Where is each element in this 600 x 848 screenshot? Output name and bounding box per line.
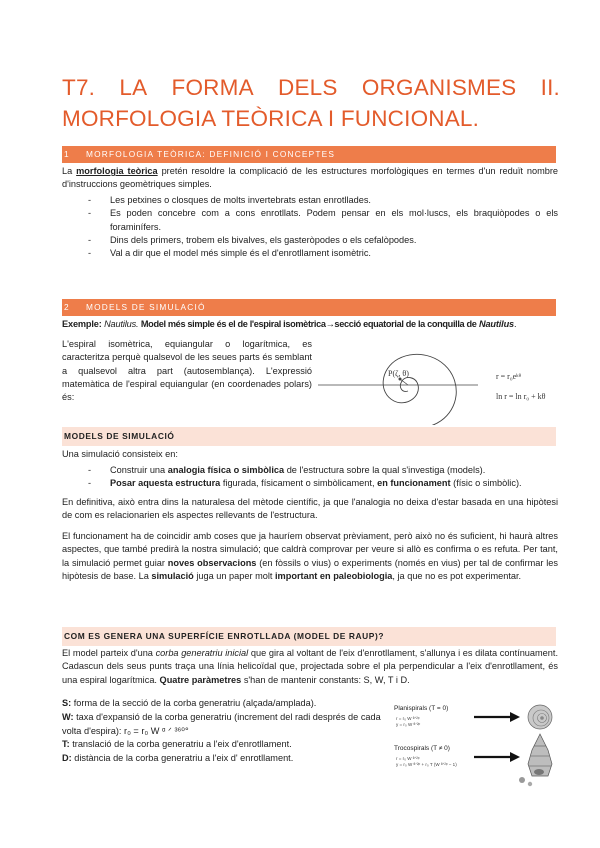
trocospirals-formula-2: y = r₀ W ᶿᐟ²ᵖ + r₀ T (W ᶿᐟ²ᵖ − 1) bbox=[396, 762, 457, 767]
section-2-header bbox=[62, 299, 556, 316]
list-item: - Dins dels primers, trobem els bivalves, els gasteròpodes o els cefalòpodes. bbox=[88, 235, 417, 246]
text-run: Nautilus. bbox=[104, 319, 139, 329]
text-run: Exemple: bbox=[62, 319, 102, 329]
text-run: pretén resoldre la complicació de les estructures morfològiques en termes d'un reduït nombre d'instruccions geomètriques simples. bbox=[62, 166, 559, 190]
parameter-s: S: forma de la secció de la corba generatriu (alçada/amplada). bbox=[62, 698, 317, 708]
section-1-intro bbox=[62, 165, 558, 192]
raup-figure bbox=[392, 702, 562, 790]
title-word: LA bbox=[119, 75, 148, 100]
title-word: T7. bbox=[62, 75, 96, 100]
section-heading: MODELS DE SIMULACIÓ bbox=[86, 302, 206, 313]
section-heading: MORFOLOGIA TEÒRICA: DEFINICIÓ I CONCEPTES bbox=[86, 149, 336, 160]
text-run: La bbox=[62, 166, 77, 176]
planispirals-formula-2: y = r₀ W ᶿᐟ²ᵖ bbox=[396, 722, 421, 727]
page-title bbox=[62, 73, 560, 134]
spiral-figure bbox=[318, 335, 558, 425]
parameter-w: W: taxa d'expansió de la corba generatriu (increment del radi després de cada volta d'espira): r₀ = r₀ W ᵅ ᐟ ³⁶⁰° bbox=[62, 711, 381, 736]
title-word: ORGANISMES bbox=[361, 75, 517, 100]
title-word: II. bbox=[540, 75, 560, 100]
gastropod-shell bbox=[528, 734, 552, 776]
section-1-header bbox=[62, 146, 556, 163]
models-intro: Una simulació consisteix en: bbox=[62, 449, 178, 459]
section-number: 2 bbox=[64, 302, 70, 313]
raup-paragraph: El model parteix d'una corba generatriu inicial que gira al voltant de l'eix d'enrotllament, s'allunya i es dilata contínuament. Cadascun dels seus punts traça una línia helicoïdal que, projectada sobre el pla perpendicular a l'eix d'enrotllament, és una espiral logarítmica. Quatre paràmetres s'han de mantenir constants: S, W, T i D. bbox=[62, 648, 558, 685]
formula-log: ln r = ln r₀ + kθ bbox=[496, 392, 546, 401]
title-line-1 bbox=[62, 73, 560, 104]
title-word: DELS bbox=[278, 75, 338, 100]
raup-parameters bbox=[62, 697, 397, 766]
ammonite-shell bbox=[528, 705, 552, 729]
models-paragraph-1: En definitiva, això entra dins la naturalesa del mètode científic, ja que l'analogia no deixa d'estar basada en una hipòtesi de com es relacionarien els aspectes rellevants de l'estructura. bbox=[62, 497, 558, 521]
list-item: - Posar aquesta estructura figurada, físicament o simbòlicament, en funcionament (físic o simbòlic). bbox=[88, 478, 522, 489]
arrow-head bbox=[510, 712, 520, 722]
arrow-head bbox=[510, 752, 520, 762]
text-run: Model més simple és el de l'espiral isomètrica→secció equatorial de la conquilla de bbox=[140, 319, 477, 329]
models-bullets bbox=[88, 464, 558, 491]
raup-subheader: COM ES GENERA UNA SUPERFÍCIE ENROTLLADA (MODEL DE RAUP)? bbox=[62, 627, 556, 646]
planispirals-formula-1: r = r₀ W ᶿᐟ²ᵖ bbox=[396, 716, 420, 721]
section-number: 1 bbox=[64, 149, 70, 160]
term-morfologia-teorica: morfologia teòrica bbox=[76, 166, 158, 176]
trocospirals-formula-1: r = r₀ W ᶿᐟ²ᵖ bbox=[396, 756, 420, 761]
text-run: Nautilus bbox=[478, 319, 514, 329]
trocospirals-label: Trocospirals (T ≠ 0) bbox=[394, 745, 450, 752]
list-item: - Es poden concebre com a cons enrotllats. Podem pensar en els mol·luscs, els braquiòpodes o els foraminífers. bbox=[88, 208, 558, 232]
models-subheader: MODELS DE SIMULACIÓ bbox=[62, 427, 556, 446]
section-1-bullets bbox=[88, 194, 558, 261]
title-word: FORMA bbox=[171, 75, 254, 100]
spiral-curve bbox=[383, 354, 456, 425]
spiral-point-label: P(ζ, θ) bbox=[388, 369, 409, 378]
list-item: - Les petxines o closques de molts invertebrats estan enrotllades. bbox=[88, 195, 371, 205]
list-item: - Construir una analogia física o simbòlica de l'estructura sobre la qual s'investiga (models). bbox=[88, 465, 486, 475]
small-shell-icon bbox=[519, 777, 532, 786]
parameter-t: T: translació de la corba generatriu a l'eix d'enrotllament. bbox=[62, 739, 292, 750]
list-item: - Val a dir que el model més simple és el d'enrotllament isomètric. bbox=[88, 248, 371, 259]
planispirals-label: Planispirals (T = 0) bbox=[394, 705, 449, 712]
example-line: Exemple: Nautilus. Model més simple és el de l'espiral isomètrica→secció equatorial de la conquilla de Nautilus. bbox=[62, 319, 517, 329]
title-line-2: MORFOLOGIA TEÒRICA I FUNCIONAL. bbox=[62, 105, 480, 131]
formula-exponential: r = r₀eᵏᶿ bbox=[496, 372, 521, 381]
models-paragraph-2: El funcionament ha de coincidir amb coses que ja hauríem observat prèviament, però això no és suficient, hi haurà altres aspectes, que també predirà la nostra simulació; que caldrà comprovar per veure si allò es confirma o es refuta. Per tant, la simulació permet guiar noves observacions (en fòssils o vius) o experiments (només en vius) per tal de confirmar les hipòtesis de base. La simulació juga un paper molt important en paleobiologia, ja que no es pot experimentar. bbox=[62, 531, 558, 582]
parameter-d: D: distància de la corba generatriu a l'eix d' enrotllament. bbox=[62, 753, 294, 764]
spiral-description: L'espiral isomètrica, equiangular o logarítmica, es caracteritza perquè qualsevol de les seues parts és semblant a qualsevol altra part (autosemblança). L'expressió matemàtica de l'espiral equiangular (en coordenades polars) és: bbox=[62, 339, 312, 403]
